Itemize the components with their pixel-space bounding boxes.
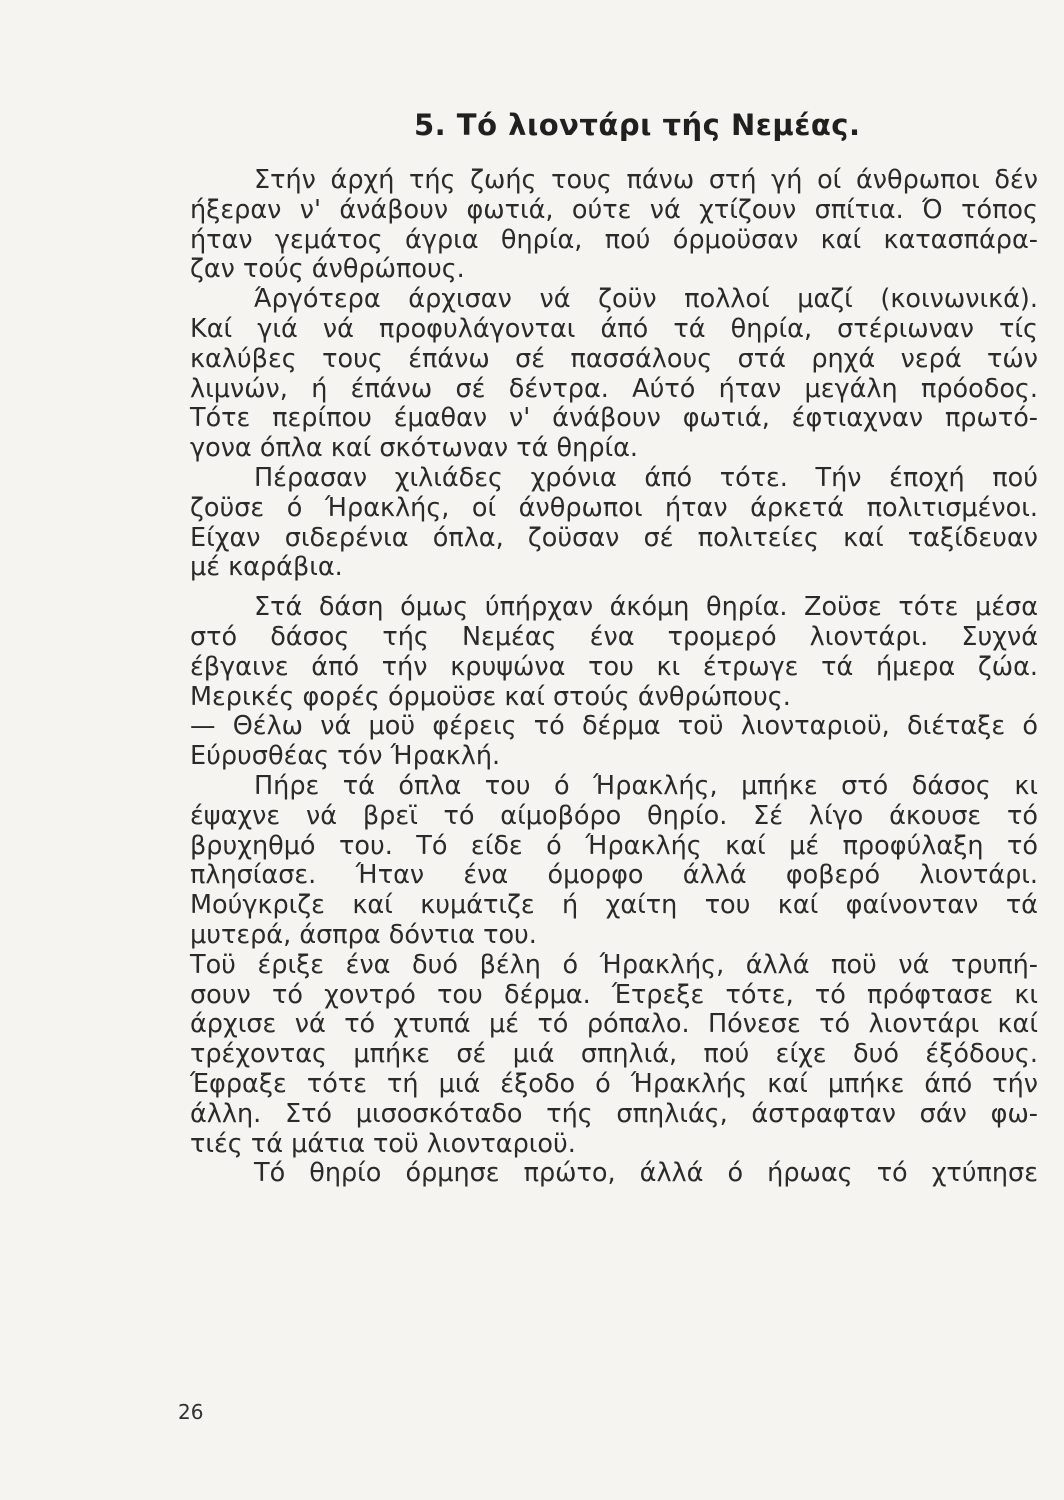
text-line: Πήρε τά όπλα του ό Ήρακλής, μπήκε στό δάσος κι <box>254 770 1038 801</box>
text-line: τιές τά μάτια τοϋ λιονταριοϋ. <box>190 1128 576 1159</box>
text-line: στό δάσος τής Νεμέας ένα τρομερό λιοντάρι. Συχνά <box>190 621 1038 652</box>
text-line: άλλη. Στό μισοσκόταδο τής σπηλιάς, άστραφταν σάν φω- <box>190 1098 1038 1129</box>
text-line: τρέχοντας μπήκε σέ μιά σπηλιά, πού είχε δυό έξόδους. <box>190 1039 1038 1070</box>
text-line: πλησίασε. Ήταν ένα όμορφο άλλά φοβερό λιοντάρι. <box>190 860 1038 891</box>
text-line: Πέρασαν χιλιάδες χρόνια άπό τότε. Τήν έποχή πού <box>254 462 1038 493</box>
text-line: έβγαινε άπό τήν κρυψώνα του κι έτρωγε τά ήμερα ζώα. <box>190 651 1038 682</box>
text-line: Μούγκριζε καί κυμάτιζε ή χαίτη του καί φαίνονταν τά <box>190 890 1038 921</box>
text-line: μυτερά, άσπρα δόντια του. <box>190 919 537 950</box>
text-line: Στήν άρχή τής ζωής τους πάνω στή γή οί άνθρωποι δέν <box>254 165 1038 195</box>
text-line: Τοϋ έριξε ένα δυό βέλη ό Ήρακλής, άλλά ποϋ νά τρυπή- <box>190 949 1038 980</box>
text-line: ζοϋσε ό Ήρακλής, οί άνθρωποι ήταν άρκετά πολιτισμένοι. <box>190 492 1038 523</box>
text-line: — Θέλω νά μοϋ φέρεις τό δέρμα τοϋ λιονταριοϋ, διέταξε ό <box>190 711 1038 742</box>
body-text <box>190 166 1038 1189</box>
text-line: Τό θηρίο όρμησε πρώτο, άλλά ό ήρωας τό χτύπησε <box>254 1158 1038 1189</box>
text-line: Είχαν σιδερένια όπλα, ζοϋσαν σέ πολιτείες καί ταξίδευαν <box>190 522 1038 553</box>
text-line: σουν τό χοντρό του δέρμα. Έτρεξε τότε, τό πρόφτασε κι <box>190 979 1038 1010</box>
text-line: βρυχηθμό του. Τό είδε ό Ήρακλής καί μέ προφύλαξη τό <box>190 830 1038 861</box>
text-line: Άργότερα άρχισαν νά ζοϋν πολλοί μαζί (κοινωνικά). <box>254 284 1038 315</box>
chapter-title: 5. Τό λιοντάρι τής Νεμέας. <box>414 108 861 142</box>
text-line: ήξεραν ν' άνάβουν φωτιά, ούτε νά χτίζουν σπίτια. Ό τόπος <box>190 194 1038 225</box>
text-line: ζαν τούς άνθρώπους. <box>190 254 465 285</box>
text-line: λιμνών, ή έπάνω σέ δέντρα. Αύτό ήταν μεγάλη πρόοδος. <box>190 373 1038 404</box>
text-line: Εύρυσθέας τόν Ήρακλή. <box>190 741 501 772</box>
text-line: Έφραξε τότε τή μιά έξοδο ό Ήρακλής καί μπήκε άπό τήν <box>190 1068 1038 1099</box>
text-line: μέ καράβια. <box>190 552 343 583</box>
text-line: καλύβες τους έπάνω σέ πασσάλους στά ρηχά νερά τών <box>190 343 1038 374</box>
text-line: άρχισε νά τό χτυπά μέ τό ρόπαλο. Πόνεσε τό λιοντάρι καί <box>190 1009 1038 1040</box>
page-number: 26 <box>178 1400 204 1424</box>
text-line: έψαχνε νά βρεϊ τό αίμοβόρο θηρίο. Σέ λίγο άκουσε τό <box>190 800 1038 831</box>
text-line: Τότε περίπου έμαθαν ν' άνάβουν φωτιά, έφτιαχναν πρωτό- <box>190 403 1038 434</box>
text-line: Μερικές φορές όρμοϋσε καί στούς άνθρώπους. <box>190 681 791 712</box>
text-line: γονα όπλα καί σκότωναν τά θηρία. <box>190 433 639 464</box>
text-line: Καί γιά νά προφυλάγονται άπό τά θηρία, στέριωναν τίς <box>190 313 1038 344</box>
text-line: ήταν γεμάτος άγρια θηρία, πού όρμοϋσαν καί κατασπάρα- <box>190 224 1038 255</box>
text-line: Στά δάση όμως ύπήρχαν άκόμη θηρία. Ζοϋσε τότε μέσα <box>254 592 1038 623</box>
